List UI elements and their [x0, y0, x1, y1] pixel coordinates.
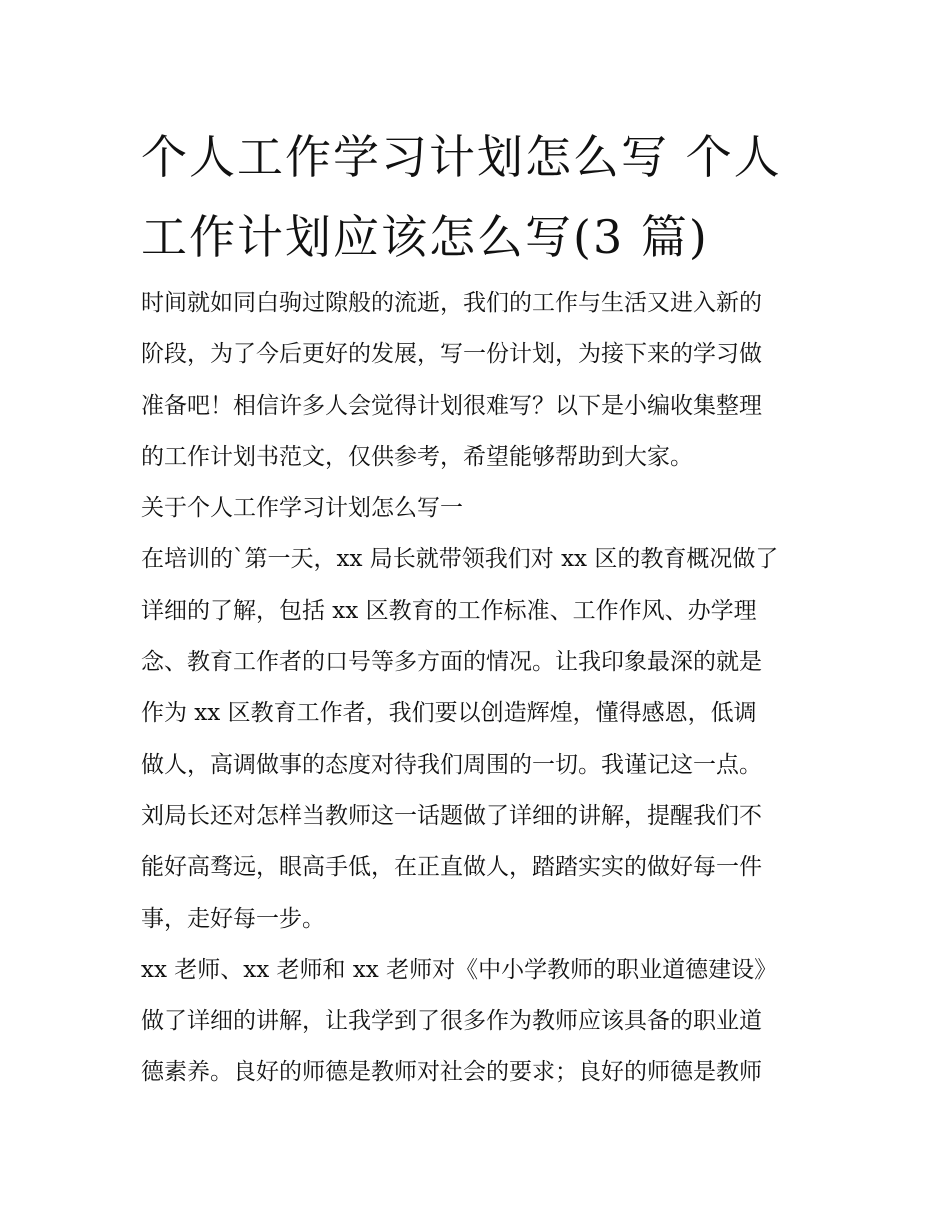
intro-line-1: 时间就如同白驹过隙般的流逝，我们的工作与生活又进入新的 [141, 290, 762, 316]
section-heading: 关于个人工作学习计划怎么写一 [141, 495, 463, 522]
title-line-1: 个人工作学习计划怎么写 个人 [141, 130, 782, 184]
title-line-2: 工作计划应该怎么写(3 篇) [141, 210, 709, 264]
paragraph-2-line-3: 德素养。良好的师德是教师对社会的要求；良好的师德是教师 [141, 1059, 762, 1086]
paragraph-1-line-6: 刘局长还对怎样当教师这一话题做了详细的讲解，提醒我们不 [141, 802, 762, 829]
paragraph-1-line-1: 在培训的`第一天，xx 局长就带领我们对 xx 区的教育概况做了 [141, 546, 779, 573]
intro-line-4: 的工作计划书范文，仅供参考，希望能够帮助到大家。 [141, 443, 693, 470]
paragraph-1-line-4: 作为 xx 区教育工作者，我们要以创造辉煌，懂得感恩，低调 [141, 700, 757, 727]
paragraph-2-line-2: 做了详细的讲解，让我学到了很多作为教师应该具备的职业道 [141, 1008, 762, 1035]
paragraph-1-line-7: 能好高骛远，眼高手低，在正直做人，踏踏实实的做好每一件 [141, 854, 762, 881]
intro-line-3: 准备吧！相信许多人会觉得计划很难写？以下是小编收集整理 [141, 392, 762, 419]
paragraph-1-line-2: 详细的了解，包括 xx 区教育的工作标准、工作作风、办学理 [141, 597, 757, 624]
intro-line-2: 阶段，为了今后更好的发展，写一份计划，为接下来的学习做 [141, 341, 762, 368]
document-body [141, 278, 821, 1099]
document-title [141, 117, 821, 277]
paragraph-1-line-3: 念、教育工作者的口号等多方面的情况。让我印象最深的就是 [141, 649, 762, 676]
paragraph-1-line-8: 事，走好每一步。 [141, 905, 325, 932]
paragraph-1-line-5: 做人，高调做事的态度对待我们周围的一切。我谨记这一点。 [141, 751, 762, 778]
paragraph-2-line-1: xx 老师、xx 老师和 xx 老师对《中小学教师的职业道德建设》 [141, 956, 778, 983]
